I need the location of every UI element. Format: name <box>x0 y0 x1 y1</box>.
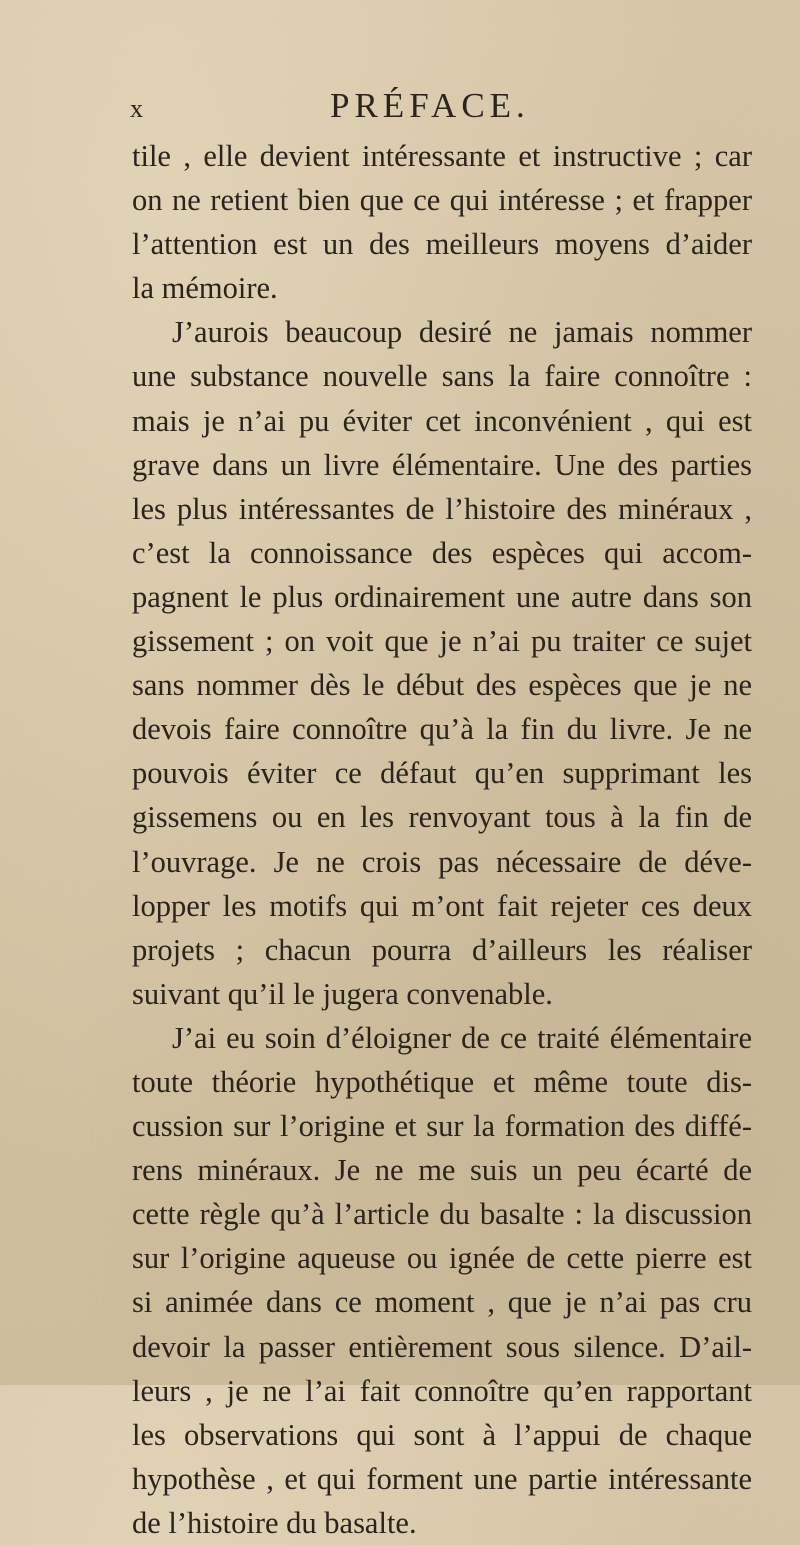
text-line: l’attention est un des meilleurs moyens d’aider <box>132 227 752 262</box>
text-line: l’ouvrage. Je ne crois pas nécessaire de déve- <box>132 844 752 879</box>
text-line: les observations qui sont à l’appui de chaque <box>132 1417 752 1452</box>
text-line: cette règle qu’à l’article du basalte : la discussion <box>132 1197 752 1232</box>
text-line: leurs , je ne l’ai fait connoître qu’en rapportant <box>132 1373 752 1408</box>
text-line: gissemens ou en les renvoyant tous à la fin de <box>132 800 752 835</box>
text-line: lopper les motifs qui m’ont fait rejeter ces deux <box>132 888 752 923</box>
text-line: suivant qu’il le jugera convenable. <box>132 976 553 1011</box>
text-line: si animée dans ce moment , que je n’ai pas cru <box>132 1285 752 1320</box>
text-line: devoir la passer entièrement sous silence. D’ail- <box>132 1329 752 1364</box>
text-line: la mémoire. <box>132 271 278 306</box>
text-line: de l’histoire du basalte. <box>132 1505 417 1540</box>
text-line: cussion sur l’origine et sur la formation des diffé- <box>132 1109 752 1144</box>
text-line: devois faire connoître qu’à la fin du livre. Je ne <box>132 712 752 747</box>
text-line: les plus intéressantes de l’histoire des minéraux , <box>132 491 752 526</box>
page-header <box>0 86 800 136</box>
text-line: mais je n’ai pu éviter cet inconvénient , qui est <box>132 403 752 438</box>
text-line: pagnent le plus ordinairement une autre dans son <box>132 579 752 614</box>
text-line: grave dans un livre élémentaire. Une des parties <box>132 447 752 482</box>
text-line: tile , elle devient intéressante et instructive ; car <box>132 139 752 173</box>
page-number: x <box>130 94 144 123</box>
text-line: pouvois éviter ce défaut qu’en supprimant les <box>132 756 752 791</box>
text-line: on ne retient bien que ce qui intéresse ; et frapper <box>132 183 752 218</box>
running-title: PRÉFACE. <box>330 86 530 125</box>
text-line: sans nommer dès le début des espèces que je ne <box>132 668 752 703</box>
text-line: J’ai eu soin d’éloigner de ce traité élémentaire <box>172 1020 752 1055</box>
text-line: J’aurois beaucoup desiré ne jamais nommer <box>172 315 752 350</box>
text-line: une substance nouvelle sans la faire connoître : <box>132 359 752 394</box>
text-line: projets ; chacun pourra d’ailleurs les réaliser <box>132 932 752 967</box>
text-line: sur l’origine aqueuse ou ignée de cette pierre est <box>132 1241 752 1276</box>
text-line: toute théorie hypothétique et même toute dis- <box>132 1064 752 1099</box>
text-line: gissement ; on voit que je n’ai pu traiter ce sujet <box>132 624 752 659</box>
text-line: c’est la connoissance des espèces qui accom- <box>132 535 752 570</box>
text-line: hypothèse , et qui forment une partie intéressante <box>132 1461 752 1496</box>
body-text <box>132 134 752 1545</box>
text-line: rens minéraux. Je ne me suis un peu écarté de <box>132 1153 752 1188</box>
